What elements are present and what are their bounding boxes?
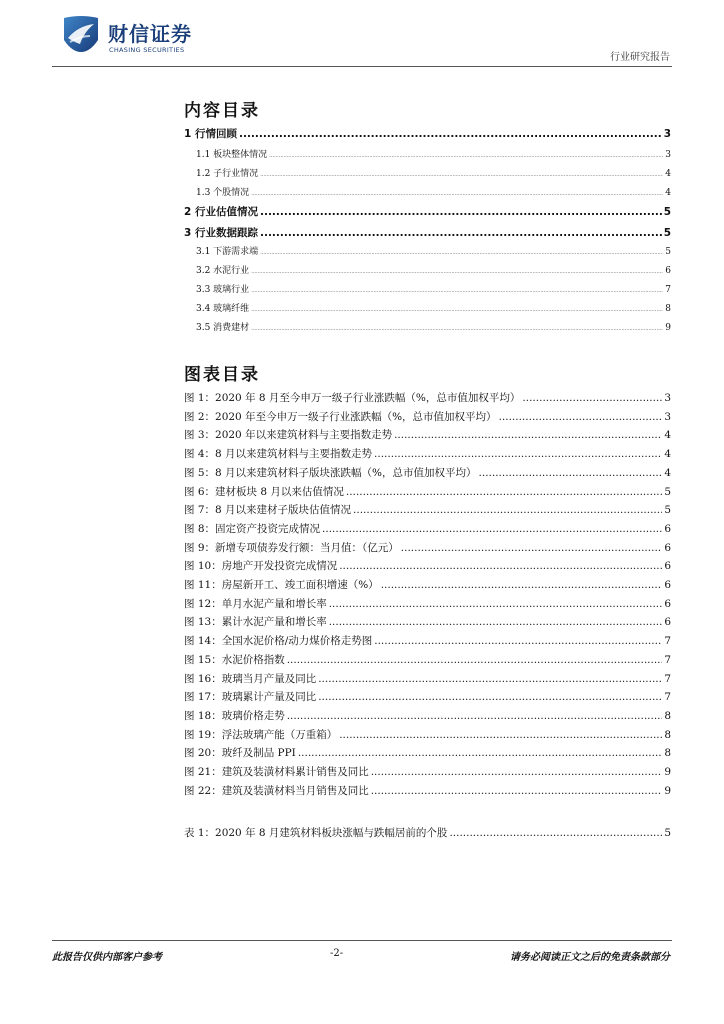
list-entry[interactable] <box>184 689 671 704</box>
toc-entry-page: 4 <box>665 169 671 179</box>
toc-entry-title: 3.2 水泥行业 <box>196 266 250 276</box>
toc-entry-title: 2 行业估值情况 <box>184 206 258 218</box>
toc-entry-page: 5 <box>665 247 671 257</box>
toc-entry-page: 9 <box>665 323 671 333</box>
toc-entry-title: 3.3 玻璃行业 <box>196 285 250 295</box>
footer-divider <box>52 940 672 941</box>
list-entry[interactable] <box>184 427 671 442</box>
list-entry-page: 8 <box>664 747 671 760</box>
toc-entry[interactable] <box>196 301 671 314</box>
list-entry[interactable] <box>184 825 671 840</box>
company-logo-english: CHASING SECURITIES <box>109 46 185 54</box>
toc-entry[interactable] <box>196 282 671 295</box>
list-entry-title: 图 4：8 月以来建筑材料与主要指数走势 <box>184 448 373 461</box>
list-entry[interactable] <box>184 521 671 536</box>
list-entry-title: 图 13：累计水泥产量和增长率 <box>184 616 327 629</box>
list-entry-page: 7 <box>664 635 671 648</box>
toc-entry[interactable] <box>184 204 671 219</box>
report-type-label: 行业研究报告 <box>610 52 670 63</box>
list-entry-page: 6 <box>664 597 671 610</box>
company-logo-mark-icon <box>60 12 102 54</box>
toc-entry-page: 3 <box>663 128 671 140</box>
header-divider <box>52 66 672 67</box>
list-entry[interactable] <box>184 671 671 686</box>
list-entry-title: 图 17：玻璃累计产量及同比 <box>184 691 317 704</box>
list-entry-title: 图 1：2020 年 8 月至今申万一级子行业涨跌幅（%，总市值加权平均） <box>184 392 521 404</box>
list-entry[interactable] <box>184 540 671 555</box>
list-entry[interactable] <box>184 484 671 499</box>
list-entry-page: 5 <box>664 827 671 839</box>
list-entry-title: 图 14：全国水泥价格/动力煤价格走势图 <box>184 635 373 648</box>
list-entry-title: 图 7：8 月以来建材子版块估值情况 <box>184 504 352 517</box>
toc-entry[interactable] <box>196 320 671 333</box>
toc-entry-title: 1.3 个股情况 <box>196 188 250 198</box>
footer-disclaimer-right: 请务必阅读正文之后的免责条款部分 <box>510 952 670 963</box>
toc-entry-page: 3 <box>665 150 671 160</box>
toc-entry-title: 1.1 板块整体情况 <box>196 150 268 160</box>
list-entry[interactable] <box>184 764 671 779</box>
page-number: -2- <box>330 948 344 959</box>
list-entry[interactable] <box>184 390 671 405</box>
list-entry-page: 7 <box>664 653 671 666</box>
list-entry-page: 4 <box>664 448 671 461</box>
list-entry-page: 6 <box>664 541 671 554</box>
list-entry-page: 3 <box>664 392 671 404</box>
list-entry[interactable] <box>184 727 671 742</box>
toc-entry-page: 7 <box>665 285 671 295</box>
toc-entry[interactable] <box>196 244 671 257</box>
company-logo <box>60 12 210 54</box>
toc-entry-title: 1 行情回顾 <box>184 128 237 140</box>
toc-entry-page: 6 <box>665 266 671 276</box>
list-entry-title: 图 10：房地产开发投资完成情况 <box>184 560 338 573</box>
list-entry-page: 4 <box>664 466 671 479</box>
list-entry[interactable] <box>184 446 671 461</box>
list-entry[interactable] <box>184 614 671 629</box>
toc-entry-page: 4 <box>665 188 671 198</box>
list-entry[interactable] <box>184 409 671 424</box>
toc-entry[interactable] <box>184 126 671 141</box>
list-entry-page: 4 <box>664 429 671 442</box>
list-entry-page: 6 <box>664 579 671 591</box>
list-entry-page: 5 <box>664 504 671 517</box>
list-entry[interactable] <box>184 652 671 667</box>
list-entry[interactable] <box>184 633 671 648</box>
list-entry[interactable] <box>184 558 671 573</box>
figures-heading: 图表目录 <box>184 365 260 385</box>
toc-entry-title: 3.4 玻璃纤维 <box>196 304 250 314</box>
list-entry-page: 5 <box>664 485 671 498</box>
toc-entry[interactable] <box>196 263 671 276</box>
list-entry[interactable] <box>184 596 671 611</box>
toc-entry-page: 8 <box>665 304 671 314</box>
list-entry[interactable] <box>184 708 671 723</box>
list-entry-title: 图 20：玻纤及制品 PPI <box>184 747 296 760</box>
list-entry-title: 图 9：新增专项债券发行额：当月值：（亿元） <box>184 541 399 554</box>
list-entry-title: 图 16：玻璃当月产量及同比 <box>184 672 317 685</box>
toc-entry[interactable] <box>196 185 671 198</box>
list-entry-title: 图 15：水泥价格指数 <box>184 653 285 666</box>
contents-heading: 内容目录 <box>184 101 260 121</box>
list-entry-title: 图 8：固定资产投资完成情况 <box>184 522 321 535</box>
list-entry-title: 图 6：建材板块 8 月以来估值情况 <box>184 485 344 498</box>
toc-entry[interactable] <box>184 225 671 240</box>
list-entry-title: 图 22：建筑及装潢材料当月销售及同比 <box>184 784 369 797</box>
list-entry-page: 6 <box>664 616 671 629</box>
toc-entry-title: 3 行业数据跟踪 <box>184 227 258 239</box>
list-entry-page: 8 <box>664 709 671 722</box>
toc-entry-page: 5 <box>663 227 671 239</box>
list-entry-page: 8 <box>664 728 671 741</box>
list-entry-title: 图 3：2020 年以来建筑材料与主要指数走势 <box>184 429 393 442</box>
list-entry-title: 图 12：单月水泥产量和增长率 <box>184 597 327 610</box>
toc-entry[interactable] <box>196 147 671 160</box>
list-entry[interactable] <box>184 577 671 592</box>
list-entry-title: 图 5：8 月以来建筑材料子版块涨跌幅（%，总市值加权平均） <box>184 466 477 479</box>
toc-entry-page: 5 <box>663 206 671 218</box>
list-entry-title: 图 11：房屋新开工、竣工面积增速（%） <box>184 579 379 591</box>
list-entry-title: 图 18：玻璃价格走势 <box>184 709 285 722</box>
list-entry-page: 7 <box>664 672 671 685</box>
list-entry-page: 6 <box>664 560 671 573</box>
footer-disclaimer-left: 此报告仅供内部客户参考 <box>52 952 162 963</box>
company-logo-name: 财信证券 <box>108 22 192 46</box>
list-entry[interactable] <box>184 745 671 760</box>
toc-entry-title: 3.1 下游需求端 <box>196 247 259 257</box>
list-entry-title: 图 21：建筑及装潢材料累计销售及同比 <box>184 766 369 778</box>
list-entry-page: 3 <box>664 410 671 423</box>
list-entry[interactable] <box>184 502 671 517</box>
list-entry-title: 图 19：浮法玻璃产能（万重箱） <box>184 728 338 741</box>
list-entry-page: 7 <box>664 691 671 704</box>
toc-entry-title: 3.5 消费建材 <box>196 323 250 333</box>
list-entry-title: 表 1：2020 年 8 月建筑材料板块涨幅与跌幅居前的个股 <box>184 827 448 839</box>
list-entry[interactable] <box>184 465 671 480</box>
list-entry-page: 6 <box>664 522 671 535</box>
toc-entry-title: 1.2 子行业情况 <box>196 169 259 179</box>
list-entry-page: 9 <box>664 784 671 797</box>
list-entry-page: 9 <box>664 766 671 778</box>
toc-entry[interactable] <box>196 166 671 179</box>
list-entry-title: 图 2：2020 年至今申万一级子行业涨跌幅（%，总市值加权平均） <box>184 410 497 423</box>
list-entry[interactable] <box>184 783 671 798</box>
